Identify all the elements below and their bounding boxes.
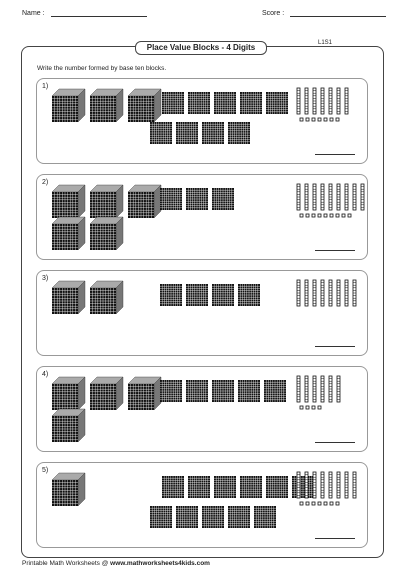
hundred-flat — [240, 92, 262, 114]
hundred-flat — [150, 122, 172, 144]
ten-rod — [337, 184, 340, 210]
ten-rod — [337, 280, 340, 306]
ten-rod — [305, 472, 308, 498]
ten-rod — [297, 184, 300, 210]
ten-rod — [305, 280, 308, 306]
thousand-cube — [52, 217, 85, 250]
problem-number: 3) — [42, 275, 49, 282]
ten-rod — [297, 88, 300, 114]
hundred-flat — [188, 92, 210, 114]
hundred-flat — [212, 380, 234, 402]
ten-rod — [321, 376, 324, 402]
ten-rod — [353, 472, 356, 498]
hundred-flat — [212, 284, 234, 306]
ten-rod — [321, 472, 324, 498]
one-unit — [300, 502, 303, 505]
one-unit — [318, 406, 321, 409]
one-unit — [306, 502, 309, 505]
ten-rod — [313, 88, 316, 114]
hundred-flat — [176, 122, 198, 144]
ten-rod — [345, 88, 348, 114]
ten-rod — [297, 376, 300, 402]
hundred-flat — [266, 476, 288, 498]
ten-rod — [313, 376, 316, 402]
one-unit — [306, 118, 309, 121]
one-unit — [330, 214, 333, 217]
hundred-flat — [214, 92, 236, 114]
one-unit — [300, 214, 303, 217]
thousand-cube — [128, 185, 161, 218]
ten-rod — [337, 88, 340, 114]
thousand-cube — [90, 89, 123, 122]
hundred-flat — [212, 188, 234, 210]
thousand-cube — [52, 185, 85, 218]
hundred-flat — [266, 92, 288, 114]
worksheet-code: L1S1 — [318, 40, 333, 46]
ten-rod — [329, 472, 332, 498]
thousand-cube — [128, 89, 161, 122]
hundred-flat — [188, 476, 210, 498]
hundred-flat — [162, 92, 184, 114]
one-unit — [312, 118, 315, 121]
thousand-cube — [52, 377, 85, 410]
ten-rod — [329, 184, 332, 210]
hundred-flat — [176, 506, 198, 528]
hundred-flat — [160, 188, 182, 210]
thousand-cube — [52, 409, 85, 442]
hundred-flat — [228, 122, 250, 144]
hundred-flat — [238, 380, 260, 402]
one-unit — [330, 118, 333, 121]
one-unit — [336, 214, 339, 217]
one-unit — [336, 502, 339, 505]
problem-number: 2) — [42, 179, 49, 186]
hundred-flat — [186, 284, 208, 306]
one-unit — [324, 502, 327, 505]
hundred-flat — [160, 284, 182, 306]
score-label: Score : — [262, 10, 285, 17]
thousand-cube — [90, 185, 123, 218]
one-unit — [324, 214, 327, 217]
ten-rod — [337, 472, 340, 498]
ten-rod — [305, 184, 308, 210]
hundred-flat — [186, 188, 208, 210]
hundred-flat — [292, 476, 314, 498]
name-label: Name : — [22, 10, 45, 17]
one-unit — [312, 502, 315, 505]
one-unit — [330, 502, 333, 505]
one-unit — [324, 118, 327, 121]
hundred-flat — [228, 506, 250, 528]
one-unit — [318, 214, 321, 217]
hundred-flat — [240, 476, 262, 498]
one-unit — [312, 406, 315, 409]
thousand-cube — [128, 377, 161, 410]
one-unit — [306, 214, 309, 217]
hundred-flat — [238, 284, 260, 306]
ten-rod — [329, 88, 332, 114]
ten-rod — [353, 280, 356, 306]
ten-rod — [361, 184, 364, 210]
one-unit — [300, 118, 303, 121]
ten-rod — [313, 280, 316, 306]
hundred-flat — [202, 122, 224, 144]
ten-rod — [305, 88, 308, 114]
thousand-cube — [90, 281, 123, 314]
footer — [22, 560, 210, 567]
footer-prefix: Printable Math Worksheets @ — [22, 560, 109, 567]
hundred-flat — [160, 380, 182, 402]
hundred-flat — [162, 476, 184, 498]
instruction-text: Write the number formed by base ten blocks. — [37, 65, 167, 72]
hundred-flat — [202, 506, 224, 528]
ten-rod — [345, 280, 348, 306]
hundred-flat — [214, 476, 236, 498]
ten-rod — [313, 184, 316, 210]
one-unit — [342, 214, 345, 217]
thousand-cube — [52, 473, 85, 506]
ten-rod — [297, 472, 300, 498]
ten-rod — [321, 280, 324, 306]
thousand-cube — [52, 89, 85, 122]
hundred-flat — [150, 506, 172, 528]
footer-site: www.mathworksheets4kids.com — [110, 560, 210, 567]
ten-rod — [345, 472, 348, 498]
one-unit — [300, 406, 303, 409]
problem-number: 4) — [42, 371, 49, 378]
ten-rod — [321, 88, 324, 114]
ten-rod — [297, 280, 300, 306]
ten-rod — [305, 376, 308, 402]
ten-rod — [353, 184, 356, 210]
thousand-cube — [90, 377, 123, 410]
ten-rod — [329, 280, 332, 306]
worksheet-title: Place Value Blocks - 4 Digits — [135, 41, 267, 55]
ten-rod — [313, 472, 316, 498]
thousand-cube — [90, 217, 123, 250]
problem-number: 1) — [42, 83, 49, 90]
problem-number: 5) — [42, 467, 49, 474]
hundred-flat — [254, 506, 276, 528]
one-unit — [312, 214, 315, 217]
ten-rod — [321, 184, 324, 210]
thousand-cube — [52, 281, 85, 314]
hundred-flat — [264, 380, 286, 402]
ten-rod — [345, 184, 348, 210]
one-unit — [306, 406, 309, 409]
one-unit — [336, 118, 339, 121]
hundred-flat — [186, 380, 208, 402]
ten-rod — [329, 376, 332, 402]
one-unit — [318, 118, 321, 121]
one-unit — [348, 214, 351, 217]
ten-rod — [337, 376, 340, 402]
one-unit — [318, 502, 321, 505]
